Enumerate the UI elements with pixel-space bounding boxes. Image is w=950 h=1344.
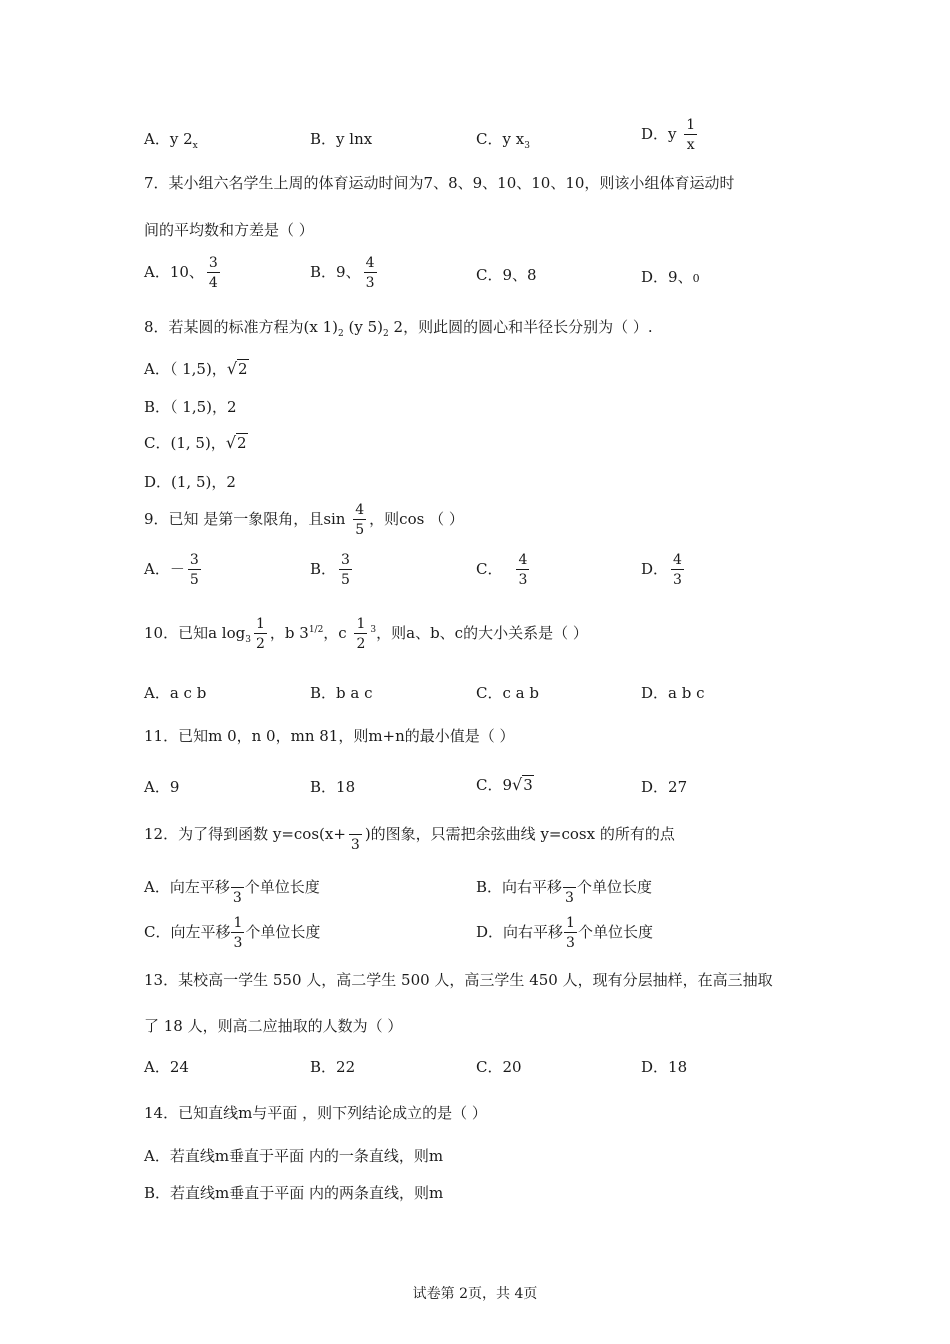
q8-option-d: D．(1, 5)，2 xyxy=(144,473,236,491)
q8-a-radical: √2 xyxy=(226,359,248,378)
q12-stem xyxy=(144,818,675,852)
q9-option-c xyxy=(476,553,532,587)
q10-frac2-num: 1 xyxy=(356,616,366,632)
q9-a-fraction xyxy=(188,553,201,587)
q9-num: 4 xyxy=(355,502,365,518)
q12-fraction xyxy=(349,818,362,852)
q9-den: 5 xyxy=(355,522,365,538)
q11-stem: 11．已知m 0，n 0，mn 81，则m+n的最小值是（ ） xyxy=(144,727,515,745)
q8-square-1: 2 xyxy=(338,329,344,339)
q9-option-d xyxy=(641,553,687,587)
q7-stem-line1: 7．某小组六名学生上周的体育运动时间为7、8、9、10、10、10，则该小组体育运动时 xyxy=(144,174,735,192)
q8-stem-part3: 2，则此圆的圆心和半径长分别为（ ）. xyxy=(388,318,653,336)
q12-option-c xyxy=(144,916,320,950)
q9-option-a xyxy=(144,553,204,587)
q12-stem-part2: )的图象，只需把余弦曲线 y=cosx 的所有的点 xyxy=(364,825,675,843)
q11-c-radicand: 3 xyxy=(523,776,533,794)
q11-option-c xyxy=(476,774,534,795)
q9-fraction xyxy=(353,503,366,537)
q14-option-a: A．若直线m垂直于平面 内的一条直线，则m xyxy=(144,1147,444,1165)
q10-stem-part4: ，则a、b、c的大小关系是（ ） xyxy=(376,624,588,642)
q9-c-fraction xyxy=(516,553,529,587)
q7-b-den: 3 xyxy=(365,275,375,291)
q9-a-text: A．－ xyxy=(144,560,185,578)
q7-option-b xyxy=(310,256,380,290)
q10-frac2-den: 2 xyxy=(356,636,366,652)
q11-option-a: A．9 xyxy=(144,778,180,796)
q12-option-a xyxy=(144,871,320,905)
q8-stem-part2: (y 5) xyxy=(343,318,384,336)
q8-option-c xyxy=(144,432,248,453)
q7-d-text: D．9、 xyxy=(641,268,693,286)
q6-a-exp: x xyxy=(192,141,198,151)
q12-c-fraction xyxy=(231,916,244,950)
q8-stem xyxy=(144,316,653,339)
q11-c-radical: √3 xyxy=(512,775,533,794)
q12-b-text1: B．向右平移 xyxy=(476,878,563,896)
q10-option-d: D．a b c xyxy=(641,684,705,702)
q8-option-a xyxy=(144,358,249,379)
q9-b-den: 5 xyxy=(341,572,350,588)
q13-stem-line1: 13．某校高一学生 550 人，高二学生 500 人，高三学生 450 人，现有分层抽样，在高三抽取 xyxy=(144,971,773,989)
q10-stem-part3: ，c xyxy=(323,624,352,642)
q9-a-den: 5 xyxy=(189,572,199,588)
q6-c-exp: 3 xyxy=(524,141,530,151)
q12-a-text1: A．向左平移 xyxy=(144,878,230,896)
q13-option-d: D．18 xyxy=(641,1058,688,1076)
q7-option-c: C．9、8 xyxy=(476,266,537,284)
q11-option-b: B．18 xyxy=(310,778,356,796)
q9-d-text: D． xyxy=(641,560,669,578)
q9-b-num: 3 xyxy=(341,552,350,568)
q9-c-num: 4 xyxy=(518,552,528,568)
q8-option-b: B．（ 1,5)，2 xyxy=(144,398,237,416)
q6-d-den: x xyxy=(686,137,695,153)
q13-option-b: B．22 xyxy=(310,1058,356,1076)
q12-c-den: 3 xyxy=(233,935,243,951)
q10-frac-1 xyxy=(254,617,267,651)
q9-d-num: 4 xyxy=(673,552,682,568)
q12-a-text2: 个单位长度 xyxy=(244,878,320,896)
q9-stem-part1: 9．已知 是第一象限角，且sin xyxy=(144,510,351,528)
q6-option-d xyxy=(641,118,700,152)
q7-option-d xyxy=(641,266,700,287)
q12-b-text2: 个单位长度 xyxy=(576,878,652,896)
q14-option-b: B．若直线m垂直于平面 内的两条直线，则m xyxy=(144,1184,444,1202)
q8-c-radicand: 2 xyxy=(237,434,247,452)
q8-a-text: A．（ 1,5)， xyxy=(144,360,227,378)
q12-d-text2: 个单位长度 xyxy=(577,923,653,941)
q10-frac1-num: 1 xyxy=(255,616,265,632)
q12-d-text1: D．向右平移 xyxy=(476,923,564,941)
q12-d-fraction xyxy=(564,916,577,950)
q9-d-fraction xyxy=(671,553,684,587)
q10-frac-2 xyxy=(354,617,367,651)
q13-option-c: C．20 xyxy=(476,1058,522,1076)
q9-c-den: 3 xyxy=(518,572,528,588)
q7-a-text: A．10、 xyxy=(144,263,204,281)
q9-b-fraction xyxy=(339,553,352,587)
q10-stem xyxy=(144,617,588,651)
q7-stem-line2: 间的平均数和方差是（ ） xyxy=(144,221,314,239)
q9-b-text: B． xyxy=(310,560,337,578)
q6-option-b: B．y lnx xyxy=(310,130,373,148)
q8-square-2: 2 xyxy=(383,329,389,339)
q10-stem-part2: ，b 3 xyxy=(269,624,309,642)
q7-d-value: 0 xyxy=(692,272,700,285)
q10-c-exponent: 3 xyxy=(370,625,377,635)
q7-b-num: 4 xyxy=(365,255,375,271)
q8-a-radicand: 2 xyxy=(238,360,248,378)
q12-stem-part1: 12．为了得到函数 y=cos(x+ xyxy=(144,825,346,843)
q9-c-text: C． xyxy=(476,560,503,578)
q12-option-d xyxy=(476,916,653,950)
q12-a-den: 3 xyxy=(232,890,242,906)
q12-b-den: 3 xyxy=(565,890,574,906)
q12-option-b xyxy=(476,871,652,905)
q9-a-num: 3 xyxy=(189,552,199,568)
q7-b-fraction xyxy=(364,256,377,290)
q13-stem-line2: 了 18 人，则高二应抽取的人数为（ ） xyxy=(144,1017,403,1035)
q6-option-a xyxy=(144,128,198,151)
q7-a-num: 3 xyxy=(208,255,218,271)
q9-d-den: 3 xyxy=(673,572,682,588)
q10-option-a: A．a c b xyxy=(144,684,207,702)
page-footer: 试卷第 2页，共 4页 xyxy=(412,1286,538,1302)
q8-c-text: C．(1, 5)， xyxy=(144,434,226,452)
q12-d-num: 1 xyxy=(566,915,575,931)
q6-c-text: C．y x xyxy=(476,130,525,148)
q12-c-num: 1 xyxy=(233,915,243,931)
q9-option-b xyxy=(310,553,355,587)
q11-c-text: C．9 xyxy=(476,776,513,794)
q10-stem-part1: 10．已知a log xyxy=(144,624,246,642)
q6-d-text: D．y xyxy=(641,125,682,143)
q7-b-text: B．9、 xyxy=(310,263,361,281)
q8-stem-part1: 8．若某圆的标准方程为(x 1) xyxy=(144,318,339,336)
q9-stem xyxy=(144,503,464,537)
q10-b-exponent: 1/2 xyxy=(308,625,324,635)
q9-stem-part2: ，则cos （ ） xyxy=(369,510,464,528)
q7-option-a xyxy=(144,256,223,290)
q8-c-radical: √2 xyxy=(225,433,247,452)
q7-a-den: 4 xyxy=(208,275,218,291)
q6-option-c xyxy=(476,128,530,151)
q12-c-text2: 个单位长度 xyxy=(245,923,321,941)
q10-log-base: 3 xyxy=(245,635,251,645)
q7-a-fraction xyxy=(207,256,220,290)
q10-frac1-den: 2 xyxy=(255,636,265,652)
q12-den: 3 xyxy=(350,837,360,853)
q10-option-b: B．b a c xyxy=(310,684,373,702)
q12-b-fraction xyxy=(563,871,576,905)
q6-d-num: 1 xyxy=(686,117,696,133)
q13-option-a: A．24 xyxy=(144,1058,189,1076)
q11-option-d: D．27 xyxy=(641,778,688,796)
q12-a-fraction xyxy=(231,871,244,905)
q12-d-den: 3 xyxy=(566,935,575,951)
q14-stem: 14．已知直线m与平面 ，则下列结论成立的是（ ） xyxy=(144,1104,487,1122)
q6-a-text: A．y 2 xyxy=(144,130,193,148)
q10-option-c: C．c a b xyxy=(476,684,539,702)
q6-d-fraction xyxy=(684,118,697,152)
q12-c-text1: C．向左平移 xyxy=(144,923,231,941)
